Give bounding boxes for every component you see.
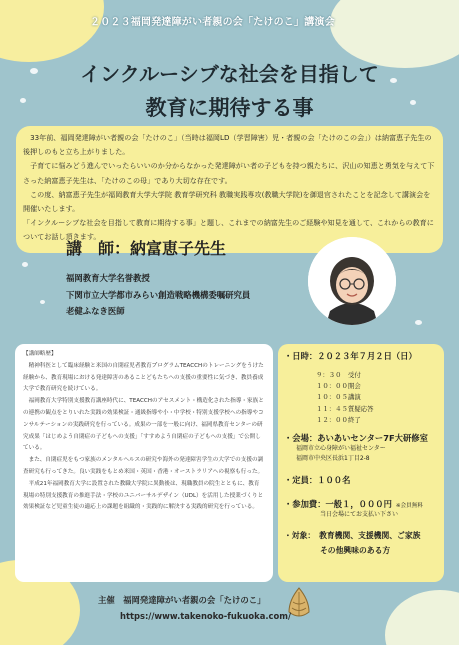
schedule-item: 質疑応答 (348, 404, 374, 413)
bio-paragraph: 平成21年福岡教育大学に設置された教職大学院に異動後は、現職教員の院生とともに、教育現場の特別支援教育の推進手法・学校のユニバーサルデザイン（UDL）を活用した授業づくりと効果検証など児童生徒の適応上の課題を組織的・実践的に解決する実践的研究を行っている。 (23, 480, 264, 511)
schedule-item: 受付 (348, 371, 361, 379)
bio-heading: 【講師略歴】 (23, 351, 57, 357)
schedule-time: １０：０５ (316, 393, 348, 402)
decor-dot (40, 300, 45, 304)
main-title-line1: インクルーシブな社会を目指して (80, 62, 379, 86)
decor-blob (385, 590, 459, 645)
event-series-title: ２０２３福岡発達障がい者親の会「たけのこ」講演会 (90, 17, 335, 28)
schedule-time: １１：４５ (316, 404, 348, 413)
event-target: ・対象： 教育機関、支援機関、ご家族 (284, 531, 421, 541)
fee-amount: ・参加費：一般１，０００円 (284, 499, 392, 510)
organizer-text: 主催 福岡発達障がい者親の会「たけのこ」 (98, 595, 266, 605)
schedule-row (316, 370, 438, 381)
lecturer-heading: 講 師：納富恵子先生 (66, 239, 227, 258)
decor-dot (415, 320, 422, 325)
event-fee (284, 498, 438, 510)
decor-blob (0, 0, 104, 62)
event-date: ・日時：２０２３年７月２日（日） (284, 351, 417, 361)
intro-paragraph: この度、納富恵子先生が福岡教育大学大学院 教育学研究科 教職実践専攻(教職大学院)を御退官されたことを記念して講演会を開催いたします。 (23, 189, 431, 214)
organizer-website-link[interactable]: https://www.takenoko-fukuoka.com/ (120, 611, 292, 621)
lecturer-credentials (66, 270, 250, 320)
venue-detail: 福岡市立心身障がい福祉センター (296, 445, 386, 453)
schedule-item: 講演 (348, 393, 361, 402)
fee-note: ※会員無料 (395, 503, 423, 510)
event-venue: ・会場：あいあいセンター7F大研修室 (284, 433, 428, 444)
main-title-line2: 教育に期待する事 (145, 96, 314, 120)
schedule-row (316, 404, 438, 415)
bio-paragraph: また、自閉症児をもつ家族のメンタルヘルスの研究や海外の発達障害学生の大学での支援の調査研究も行ってきた。良い実践をもとめ米国・英国・香港・オーストラリアへの視察も行った。 (23, 457, 264, 475)
intro-paragraph: 「インクルーシブな社会を目指して教育に期待する事」と題し、これまでの納富先生のご経験や知見を通して、これからの教育についてお話し頂きます。 (23, 218, 434, 242)
intro-box (16, 126, 443, 253)
lecturer-title: 下関市立大学都市みらい創造戦略機構委嘱研究員 (66, 289, 251, 300)
schedule-list (316, 370, 438, 426)
schedule-item: 終了 (348, 415, 361, 424)
event-capacity: ・定員：１００名 (284, 475, 351, 486)
intro-paragraph: 33年前、福岡発達障がい者親の会「たけのこ」（当時は福岡LD（学習障害）児・者親の会「たけのこの会」）は納富恵子先生の後押しのもと立ち上がりました。 (23, 133, 432, 157)
lecturer-bio-box (15, 344, 273, 582)
event-target-sub: その他興味のある方 (320, 546, 391, 556)
schedule-time: ９：３０ (316, 371, 342, 379)
event-info-box (278, 344, 444, 582)
bio-paragraph: 精神科医として臨床経験と米国の自閉症児者教育プログラムTEACCHのトレーニングをうけた経験から、教育現場における発達障害のあることどもたちへの支援の重要性に気づき、教員養成大学で教育研究を続けている。 (23, 362, 264, 393)
schedule-time: １２：００ (316, 415, 348, 424)
schedule-row (316, 392, 438, 403)
intro-paragraph: 子育てに悩みどう進んでいったらいいのか分からなかった発達障がい者の子どもを持つ親たちに、沢山の知恵と勇気を与えて下さった納富恵子先生は、「たけのこの母」であり大切な存在です。 (23, 161, 435, 185)
schedule-time: １０：００ (316, 382, 348, 391)
lecturer-title: 福岡教育大学名誉教授 (66, 273, 150, 283)
schedule-row (316, 381, 438, 392)
venue-address: 福岡市中央区長浜1丁目2-8 (296, 455, 370, 463)
fee-payment-note: 当日会場にてお支払い下さい (320, 511, 399, 519)
bio-paragraph: 福岡教育大学特別支援教育講座時代に、TEACCHのアセスメント・構造化された指導・家族との連携の観点をとりいれた実践の効果検証・通級指導や小・中学校・特別支援学校への指導やコンサルテーションの実践研究を行っている。成果の一部を一般に向け、福岡県教育センターの研究成果「はじめよう自閉症の子どもへの支援」「すすめよう自閉症の子どもへの支援」で公開している。 (23, 398, 264, 452)
lecturer-portrait-illustration (308, 237, 396, 325)
schedule-row (316, 415, 438, 426)
schedule-item: 開会 (348, 382, 361, 391)
lecturer-title: 老健ふなき医師 (66, 306, 125, 316)
decor-dot (22, 262, 28, 267)
